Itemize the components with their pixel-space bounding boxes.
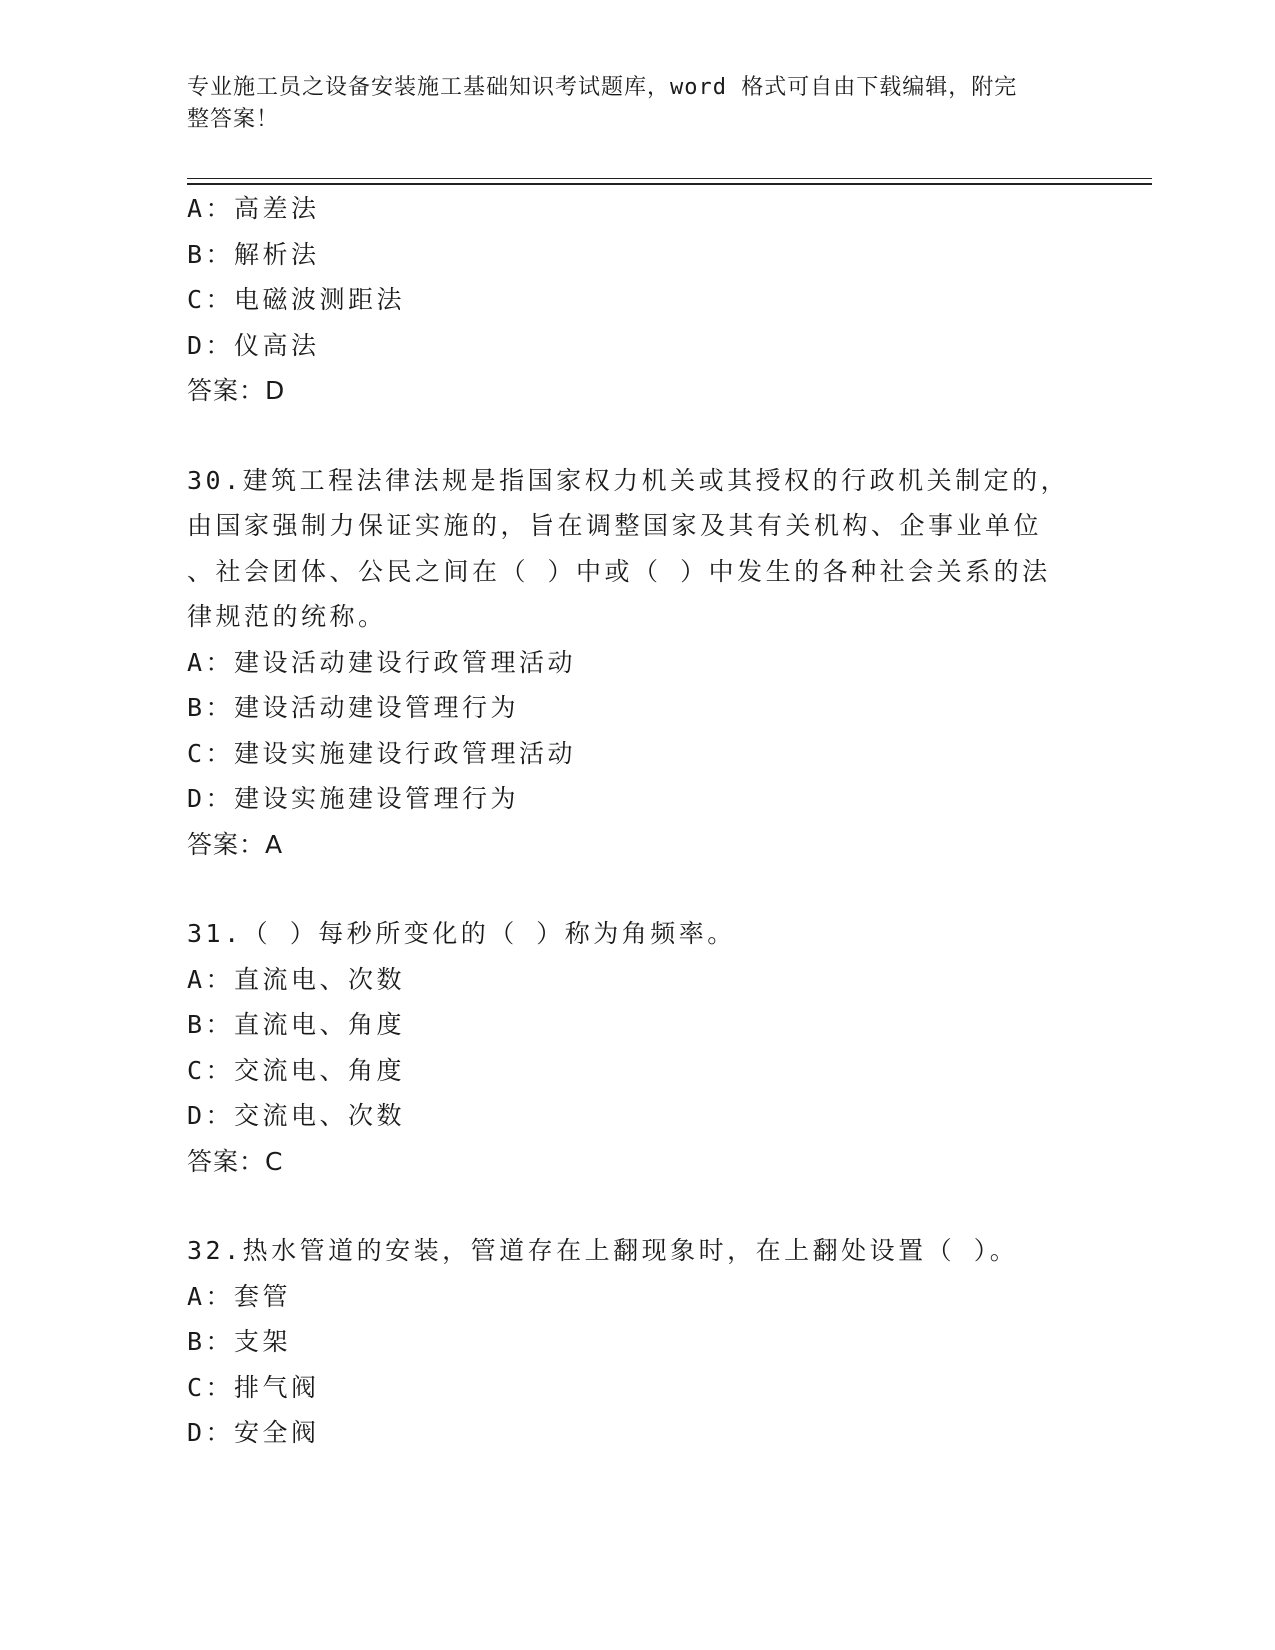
question-stem: 、社会团体、公民之间在（ ）中或（ ）中发生的各种社会关系的法 <box>187 556 1051 586</box>
header-divider-thick <box>187 183 1152 185</box>
question-32 <box>187 1228 1087 1456</box>
document-header <box>187 72 1067 136</box>
spacer <box>187 1184 1087 1228</box>
option-c: C：建设实施建设行政管理活动 <box>187 738 577 768</box>
option-b: B：建设活动建设管理行为 <box>187 693 520 722</box>
question-29 <box>187 186 1087 414</box>
header-line-1: 专业施工员之设备安装施工基础知识考试题库，word 格式可自由下载编辑，附完 <box>187 75 1018 100</box>
option-d: D：仪高法 <box>187 330 320 360</box>
spacer <box>187 867 1087 911</box>
question-stem: 律规范的统称。 <box>187 602 387 631</box>
question-stem: 由国家强制力保证实施的，旨在调整国家及其有关机构、企事业单位 <box>187 511 1043 540</box>
option-a: A：套管 <box>187 1281 292 1311</box>
header-line-2: 整答案！ <box>187 107 280 132</box>
question-stem: 31.（ ）每秒所变化的（ ）称为角频率。 <box>187 919 736 948</box>
option-d: D：交流电、次数 <box>187 1101 406 1130</box>
option-a: A：建设活动建设行政管理活动 <box>187 647 577 677</box>
option-a: A：高差法 <box>187 194 320 223</box>
question-list <box>187 186 1087 1456</box>
option-b: B：直流电、角度 <box>187 1010 406 1039</box>
answer: 答案：C <box>187 1146 284 1176</box>
option-c: C：电磁波测距法 <box>187 285 406 314</box>
question-31 <box>187 911 1087 1184</box>
spacer <box>187 414 1087 458</box>
option-a: A：直流电、次数 <box>187 964 406 994</box>
option-c: C：交流电、角度 <box>187 1055 406 1085</box>
question-stem: 32.热水管道的安装，管道存在上翻现象时，在上翻处设置（ ）。 <box>187 1236 1019 1265</box>
option-d: D：安全阀 <box>187 1418 320 1447</box>
option-b: B：支架 <box>187 1327 292 1356</box>
option-c: C：排气阀 <box>187 1372 320 1402</box>
answer: 答案：A <box>187 829 284 859</box>
question-stem: 30.建筑工程法律法规是指国家权力机关或其授权的行政机关制定的， <box>187 465 1070 495</box>
header-divider-thin <box>187 178 1152 179</box>
answer: 答案：D <box>187 376 286 405</box>
question-30 <box>187 458 1087 868</box>
option-d: D：建设实施建设管理行为 <box>187 784 520 813</box>
option-b: B：解析法 <box>187 239 320 269</box>
